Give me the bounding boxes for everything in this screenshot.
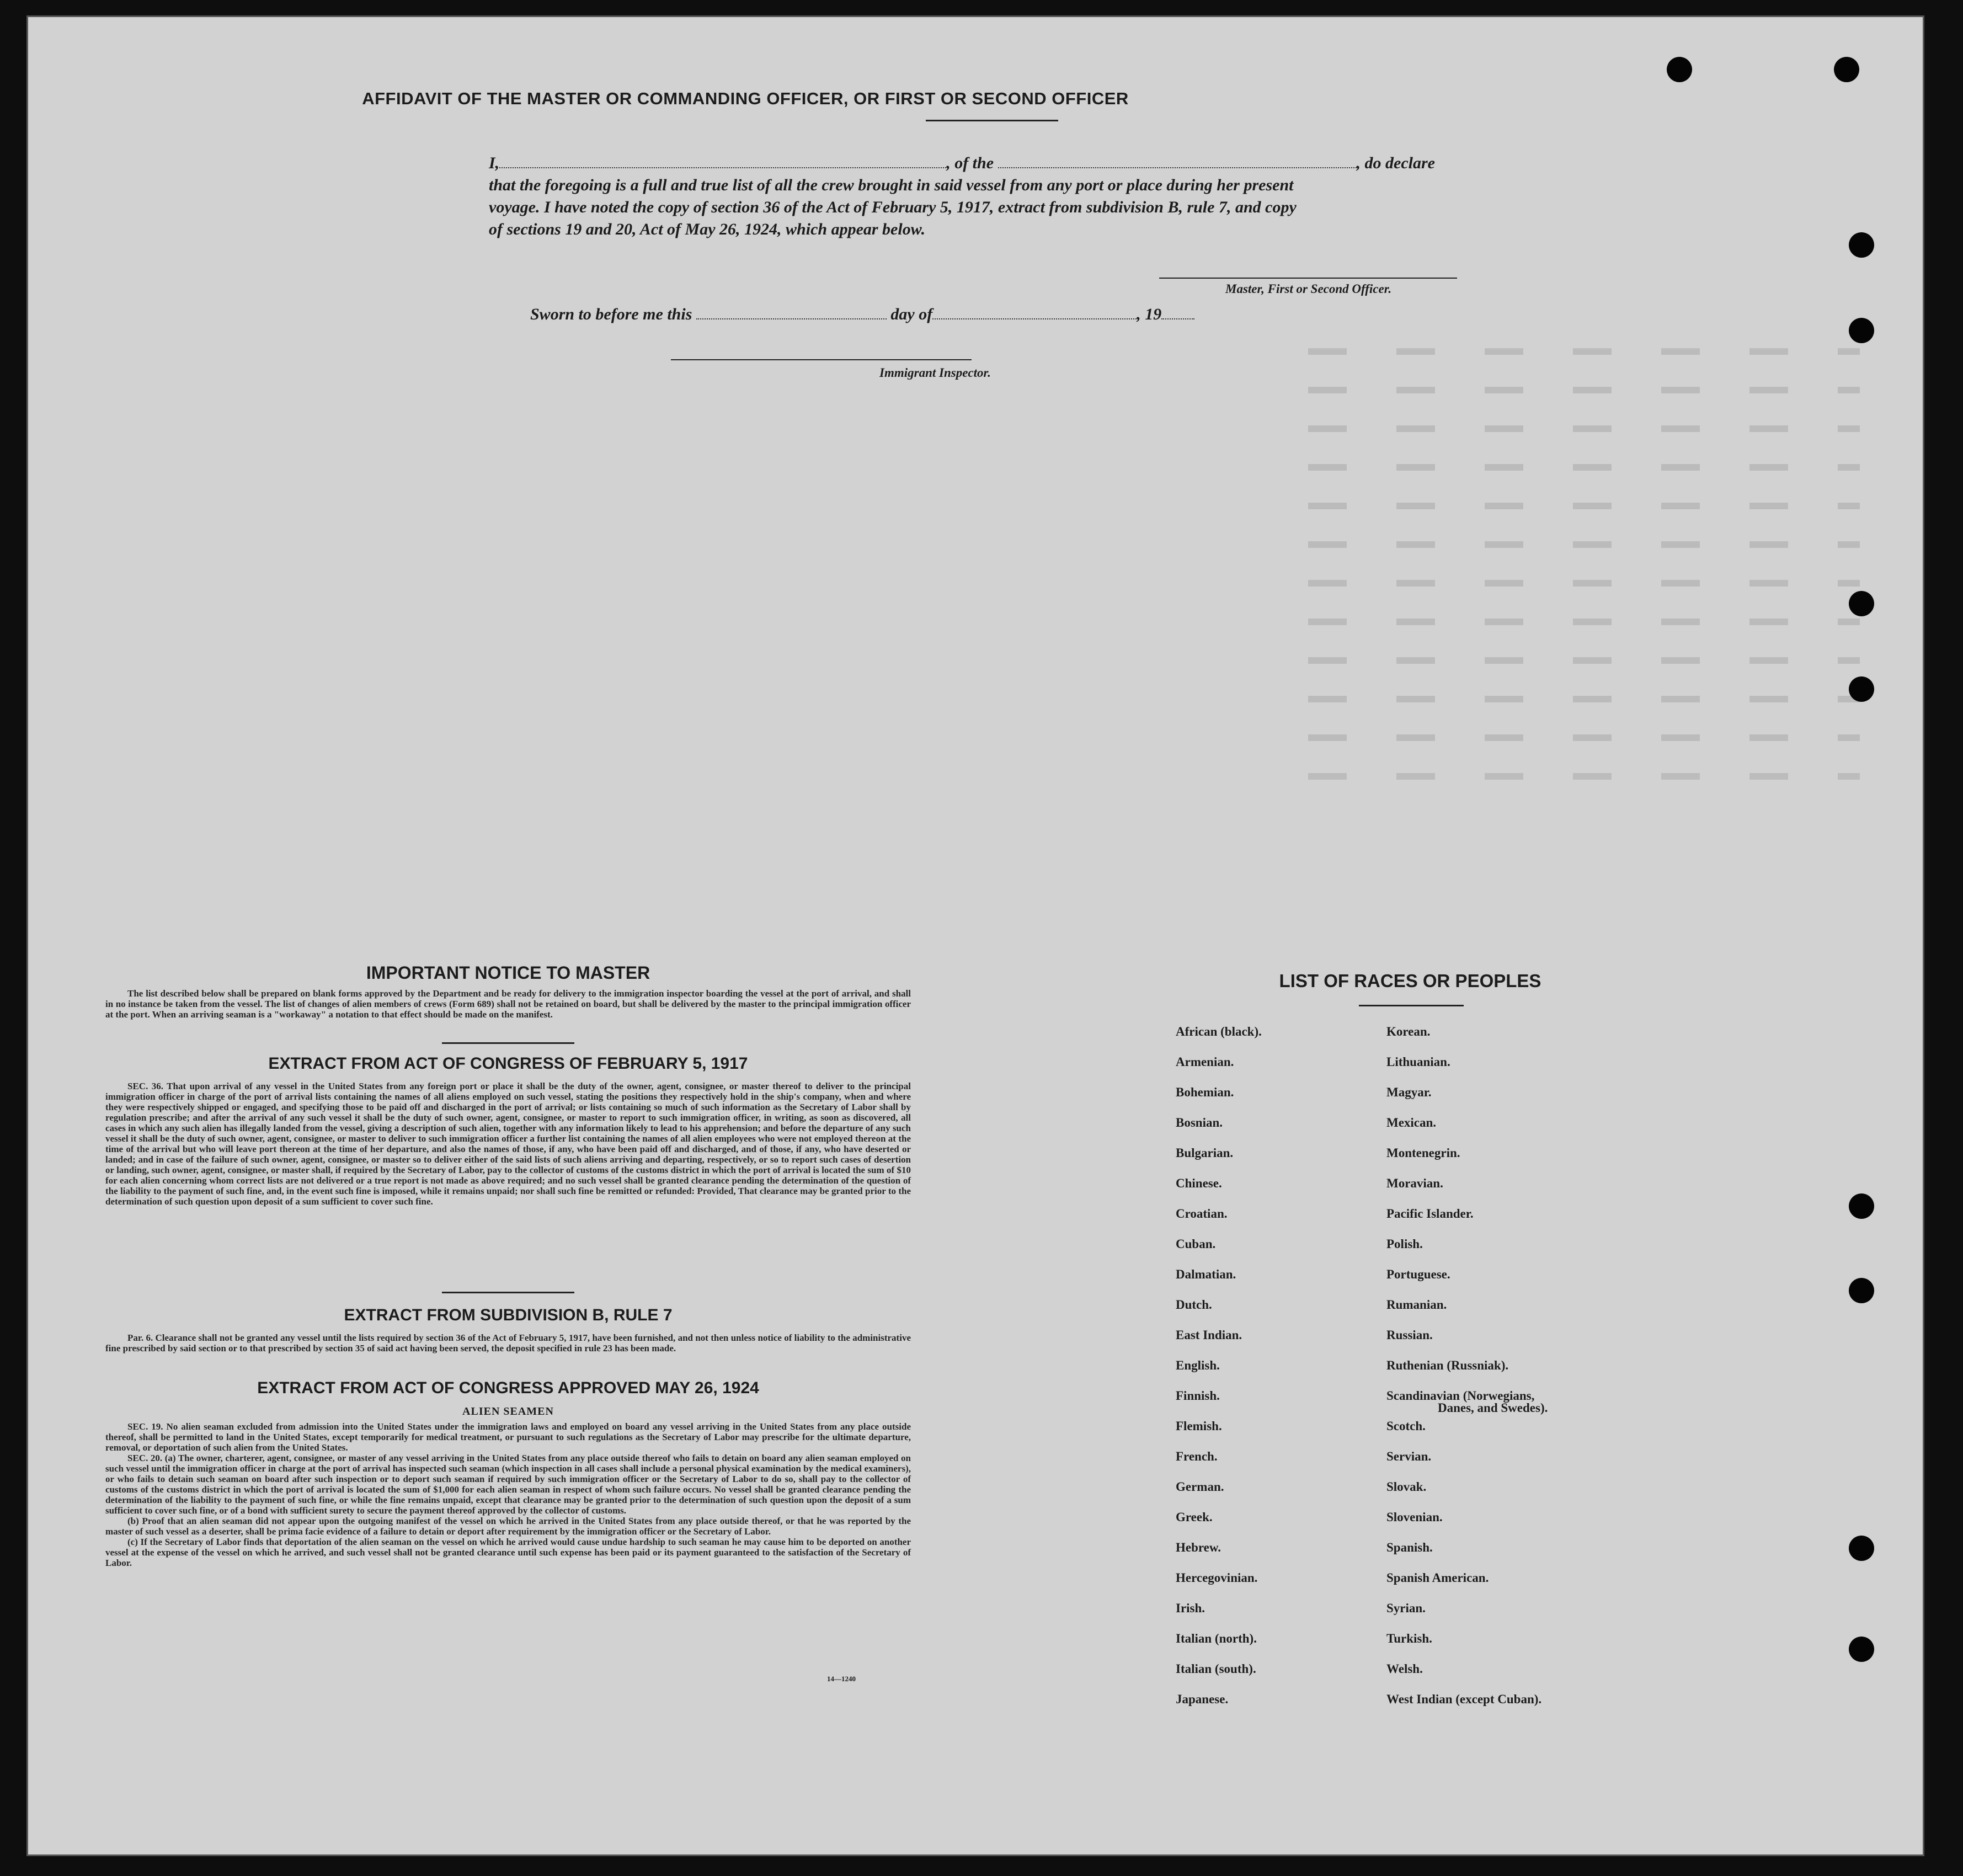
divider bbox=[442, 1042, 574, 1044]
race-item: Italian (south). bbox=[1176, 1662, 1256, 1676]
notice-text bbox=[105, 988, 911, 1020]
declaration-i: I, bbox=[489, 154, 500, 172]
race-item: Portuguese. bbox=[1386, 1267, 1450, 1281]
sworn-month-blank[interactable] bbox=[932, 318, 1137, 319]
race-item: Chinese. bbox=[1176, 1176, 1222, 1190]
sworn-year-blank[interactable] bbox=[1161, 318, 1194, 319]
race-item: Korean. bbox=[1386, 1025, 1431, 1038]
race-item: Italian (north). bbox=[1176, 1632, 1257, 1645]
race-item: Croatian. bbox=[1176, 1207, 1228, 1221]
sec-20b-paragraph: (b) Proof that an alien seaman did not appear upon the outgoing manifest of the vessel on which he arrived in the United States from any place outside thereof, or that he was reported by the master of such vessel as a deserter, shall be prima facie evidence of a failure to detain or deport after requirement by the immigration officer or the Secretary of Labor. bbox=[105, 1516, 911, 1537]
title-rule bbox=[926, 120, 1058, 121]
rule7-title: EXTRACT FROM SUBDIVISION B, RULE 7 bbox=[344, 1306, 673, 1324]
rule7-text bbox=[105, 1333, 911, 1353]
race-item: Hebrew. bbox=[1176, 1541, 1221, 1554]
extract-1917-text bbox=[105, 1081, 911, 1207]
sec-20a-paragraph: SEC. 20. (a) The owner, charterer, agent, consignee, or master of any vessel arriving in the United States from any place outside thereof who fails to detain on board any alien seaman employed on such vessel until the immigration officer in charge at the port of arrival has inspected such seaman (which inspection in all cases shall include a personal physical examination by the medical examiners), or who fails to detain such seaman on board after such inspection or to deport such seaman if required by such immigration officer or the Secretary of Labor to do so, shall pay to the collector of customs of the customs district in which the port of arrival is located the sum of $1,000 for each alien seaman in respect of whom such failure occurs. No vessel shall be granted clearance pending the determination of the liability to the payment of such fine, or while the fine remains unpaid, except that clearance may be granted prior to the determination of such question upon the deposit of a sum sufficient to cover such fine, or of a bond with sufficient surety to secure the payment thereof approved by the collector of customs. bbox=[105, 1453, 911, 1516]
extract-1924-text bbox=[105, 1421, 911, 1568]
race-item: Syrian. bbox=[1386, 1601, 1426, 1615]
punch-hole bbox=[1849, 318, 1874, 343]
inspector-label: Immigrant Inspector. bbox=[879, 366, 991, 380]
punch-hole bbox=[1849, 1193, 1874, 1219]
punch-hole bbox=[1849, 1536, 1874, 1561]
punch-hole bbox=[1834, 57, 1859, 82]
sec-36-paragraph: SEC. 36. That upon arrival of any vessel in the United States from any foreign port or place it shall be the duty of the owner, agent, consignee, or master thereof to deliver to the principal immigration officer in charge of the port of arrival lists containing the names of all aliens employed on such vessel, stating the positions they respectively hold in the ship's company, when and where they were respectively shipped or engaged, and specifying those to be paid off and discharged in the port of arrival; or lists containing so much of such information as the Secretary of Labor shall by regulation prescribe; and after the arrival of any such vessel it shall be the duty of such owner, agent, consignee, or master to report to such immigration officer, in writing, as soon as discovered, all cases in which any such alien has illegally landed from the vessel, giving a description of such alien, together with any information likely to lead to his apprehension; and before the departure of any such vessel it shall be the duty of such owner, agent, consignee, or master to deliver to such immigration officer a further list containing the names of all alien employees who were not employed thereon at the time of the arrival but who will leave port thereon at the time of her departure, and also the names of those, if any, who have been paid off and discharged, and of those, if any, who have deserted or landed; and in case of the failure of such owner, agent, consignee, or master so to deliver either of the said lists of such aliens arriving and departing, respectively, or so to report such cases of desertion or landing, such owner, agent, consignee, or master shall, if required by the Secretary of Labor, pay to the collector of customs of the customs district in which the port of arrival is located the sum of $10 for each alien concerning whom correct lists are not delivered or a true report is not made as above required; and no such vessel shall be granted clearance pending the determination of the question of the liability to the payment of such fine, and, in the event such fine is imposed, while it remains unpaid; nor shall such fine be remitted or refunded: Provided, That clearance may be granted prior to the determination of such question upon deposit of a sum sufficient to cover such fine. bbox=[105, 1081, 911, 1207]
sworn-year: , 19 bbox=[1137, 305, 1162, 323]
punch-hole bbox=[1849, 1637, 1874, 1662]
race-item: Lithuanian. bbox=[1386, 1055, 1450, 1069]
punch-hole bbox=[1849, 676, 1874, 702]
race-item: Armenian. bbox=[1176, 1055, 1234, 1069]
race-item: French. bbox=[1176, 1449, 1218, 1463]
race-item: Rumanian. bbox=[1386, 1298, 1447, 1312]
extract-1924-title: EXTRACT FROM ACT OF CONGRESS APPROVED MAY 26, 1924 bbox=[257, 1379, 759, 1397]
sworn-day-of: day of bbox=[890, 305, 933, 323]
affidavit-title: AFFIDAVIT OF THE MASTER OR COMMANDING OFFICER, OR FIRST OR SECOND OFFICER bbox=[362, 89, 1129, 108]
race-item: Cuban. bbox=[1176, 1237, 1216, 1251]
race-item: African (black). bbox=[1176, 1025, 1262, 1038]
punch-hole bbox=[1849, 232, 1874, 258]
race-item: Spanish. bbox=[1386, 1541, 1433, 1554]
race-item: Mexican. bbox=[1386, 1116, 1437, 1129]
race-item: Scotch. bbox=[1386, 1419, 1426, 1433]
punch-hole bbox=[1849, 591, 1874, 616]
vessel-blank[interactable] bbox=[998, 167, 1357, 168]
form-number: 14—1240 bbox=[827, 1675, 856, 1683]
race-item: Russian. bbox=[1386, 1328, 1433, 1342]
notice-title: IMPORTANT NOTICE TO MASTER bbox=[366, 963, 650, 983]
declaration-line-2: that the foregoing is a full and true list of all the crew brought in said vessel from any port or place during her present bbox=[489, 176, 1294, 194]
divider bbox=[442, 1292, 574, 1293]
alien-seamen-subtitle: ALIEN SEAMEN bbox=[462, 1405, 554, 1417]
declaration-line-1 bbox=[489, 154, 1435, 173]
race-item: Danes, and Swedes). bbox=[1438, 1401, 1548, 1415]
race-item: Hercegovinian. bbox=[1176, 1571, 1258, 1585]
sworn-day-blank[interactable] bbox=[696, 318, 887, 319]
races-title: LIST OF RACES OR PEOPLES bbox=[1279, 971, 1541, 991]
race-item: Spanish American. bbox=[1386, 1571, 1489, 1585]
name-blank[interactable] bbox=[499, 167, 946, 168]
race-item: Magyar. bbox=[1386, 1085, 1432, 1099]
extract-1917-title: EXTRACT FROM ACT OF CONGRESS OF FEBRUARY 5, 1917 bbox=[268, 1054, 748, 1073]
sworn-prefix: Sworn to before me this bbox=[530, 305, 692, 323]
sec-19-paragraph: SEC. 19. No alien seaman excluded from admission into the United States under the immigration laws and employed on board any vessel arriving in the United States from any place outside thereof, shall be permitted to land in the United States, except temporarily for medical treatment, or pursuant to such regulations as the Secretary of Labor may prescribe for the ultimate departure, removal, or deportation of such alien from the United States. bbox=[105, 1421, 911, 1453]
form-page bbox=[26, 15, 1924, 1856]
race-item: Ruthenian (Russniak). bbox=[1386, 1358, 1509, 1372]
race-item: Welsh. bbox=[1386, 1662, 1423, 1676]
par-6-paragraph: Par. 6. Clearance shall not be granted any vessel until the lists required by section 36 of the Act of February 5, 1917, have been furnished, and not then unless notice of liability to the administrative fine prescribed by said section or to that prescribed by section 35 of said act having been served, the deposit specified in rule 23 has been made. bbox=[105, 1333, 911, 1353]
race-item: Slovak. bbox=[1386, 1480, 1427, 1494]
races-rule bbox=[1359, 1005, 1464, 1006]
notice-paragraph: The list described below shall be prepared on blank forms approved by the Department and be ready for delivery to the immigration inspector boarding the vessel at the port of arrival, and shall in no instance be taken from the vessel. The list of changes of alien members of crews (Form 689) shall not be retained on board, but shall be delivered by the master to the principal immigration officer at the port. When an arriving seaman is a "workaway" a notation to that effect should be made on the manifest. bbox=[105, 988, 911, 1020]
declaration-line-4: of sections 19 and 20, Act of May 26, 1924, which appear below. bbox=[489, 220, 926, 238]
race-item: West Indian (except Cuban). bbox=[1386, 1692, 1542, 1706]
race-item: Japanese. bbox=[1176, 1692, 1229, 1706]
race-item: Bohemian. bbox=[1176, 1085, 1234, 1099]
master-label: Master, First or Second Officer. bbox=[1225, 282, 1392, 296]
declaration-declare: , do declare bbox=[1356, 154, 1435, 172]
inspector-signature-line[interactable] bbox=[671, 359, 972, 360]
declaration-line-3: voyage. I have noted the copy of section 36 of the Act of February 5, 1917, extract from subdivision B, rule 7, and copy bbox=[489, 198, 1297, 216]
race-item: Slovenian. bbox=[1386, 1510, 1443, 1524]
race-item: Moravian. bbox=[1386, 1176, 1443, 1190]
sec-20c-paragraph: (c) If the Secretary of Labor finds that deportation of the alien seaman on the vessel on which he arrived would cause undue hardship to such seaman he may cause him to be deported on another vessel at the expense of the vessel on which he arrived, and such vessel shall not be granted clearance until such expense has been paid or its payment guaranteed to the satisfaction of the Secretary of Labor. bbox=[105, 1537, 911, 1568]
race-item: Finnish. bbox=[1176, 1389, 1220, 1403]
punch-hole bbox=[1667, 57, 1692, 82]
race-item: German. bbox=[1176, 1480, 1224, 1494]
race-item: Servian. bbox=[1386, 1449, 1432, 1463]
race-item: English. bbox=[1176, 1358, 1220, 1372]
race-item: Flemish. bbox=[1176, 1419, 1222, 1433]
master-signature-line[interactable] bbox=[1159, 278, 1457, 279]
race-item: Turkish. bbox=[1386, 1632, 1432, 1645]
race-item: Scandinavian (Norwegians, bbox=[1386, 1389, 1535, 1403]
race-item: Irish. bbox=[1176, 1601, 1205, 1615]
race-item: Dalmatian. bbox=[1176, 1267, 1236, 1281]
race-item: Montenegrin. bbox=[1386, 1146, 1460, 1160]
declaration-of-the: , of the bbox=[946, 154, 994, 172]
race-item: Dutch. bbox=[1176, 1298, 1212, 1312]
race-item: Bosnian. bbox=[1176, 1116, 1223, 1129]
race-item: Greek. bbox=[1176, 1510, 1213, 1524]
race-item: Bulgarian. bbox=[1176, 1146, 1234, 1160]
race-item: Pacific Islander. bbox=[1386, 1207, 1474, 1221]
punch-hole bbox=[1849, 1278, 1874, 1303]
sworn-line bbox=[530, 305, 1194, 324]
race-item: Polish. bbox=[1386, 1237, 1423, 1251]
race-item: East Indian. bbox=[1176, 1328, 1242, 1342]
